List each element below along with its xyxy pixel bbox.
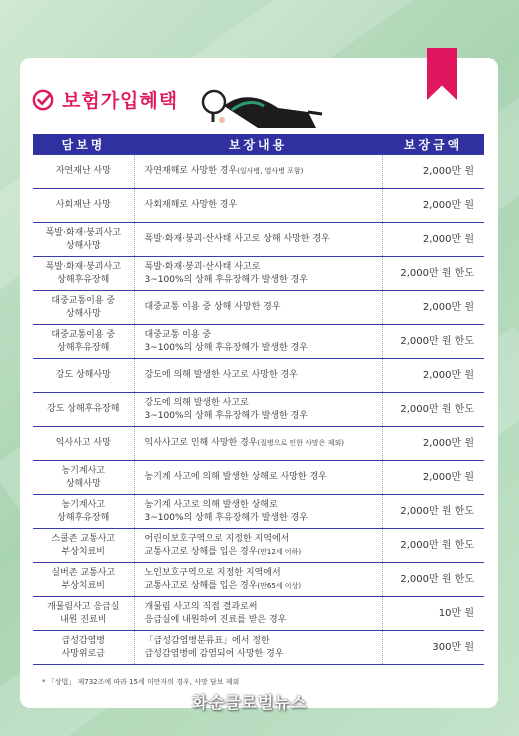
coverage-description: 대중교통 이용 중 3~100%의 상해 후유장해가 발생한 경우 (134, 325, 382, 359)
coverage-description: 강도에 의해 발생한 사고로 3~100%의 상해 후유장해가 발생한 경우 (134, 393, 382, 427)
coverage-name: 농기계사고 상해사망 (33, 461, 134, 495)
magnifier-illustration (198, 84, 328, 136)
table-row (33, 155, 484, 189)
coverage-amount: 2,000만 원 (382, 291, 484, 325)
coverage-name: 폭발·화재·붕괴사고 상해사망 (33, 223, 134, 257)
coverage-description: 사회재해로 사망한 경우 (134, 189, 382, 223)
coverage-description: 자연재해로 사망한 경우(일사병, 열사병 포함) (134, 155, 382, 189)
coverage-amount: 2,000만 원 (382, 223, 484, 257)
coverage-amount: 2,000만 원 한도 (382, 325, 484, 359)
coverage-description: 농기계 사고에 의해 발생한 상해로 사망한 경우 (134, 461, 382, 495)
watermark: 화순글로벌뉴스 (192, 693, 308, 712)
coverage-name: 스쿨존 교통사고 부상치료비 (33, 529, 134, 563)
check-circle-icon (32, 89, 54, 111)
table-row (33, 495, 484, 529)
coverage-name: 강도 상해사망 (33, 359, 134, 393)
table-row (33, 461, 484, 495)
coverage-name: 급성감염병 사망위로금 (33, 631, 134, 665)
coverage-amount: 2,000만 원 한도 (382, 257, 484, 291)
coverage-amount: 2,000만 원 한도 (382, 529, 484, 563)
coverage-description: 노인보호구역으로 지정한 지역에서 교통사고로 상해를 입은 경우(만65세 이상) (134, 563, 382, 597)
table-row (33, 257, 484, 291)
coverage-description: 폭발·화재·붕괴·산사태 사고로 3~100%의 상해 후유장해가 발생한 경우 (134, 257, 382, 291)
coverage-amount: 2,000만 원 (382, 189, 484, 223)
title-area (32, 86, 178, 113)
table-row (33, 393, 484, 427)
column-header-desc: 보장내용 (134, 134, 382, 155)
coverage-name: 강도 상해후유장해 (33, 393, 134, 427)
page-title: 보험가입혜택 (62, 90, 179, 112)
coverage-description: 익사사고로 인해 사망한 경우(질병으로 인한 사망은 제외) (134, 427, 382, 461)
coverage-note: (만12세 이하) (257, 547, 302, 556)
coverage-amount: 2,000만 원 한도 (382, 495, 484, 529)
coverage-table (33, 134, 484, 665)
coverage-description: 폭발·화재·붕괴·산사태 사고로 상해 사망한 경우 (134, 223, 382, 257)
coverage-amount: 2,000만 원 (382, 155, 484, 189)
coverage-name: 폭발·화재·붕괴사고 상해후유장해 (33, 257, 134, 291)
table-row (33, 631, 484, 665)
table-row (33, 427, 484, 461)
coverage-description: 개물림 사고의 직접 결과로써 응급실에 내원하여 진료를 받은 경우 (134, 597, 382, 631)
coverage-name: 실버존 교통사고 부상치료비 (33, 563, 134, 597)
coverage-name: 사회재난 사망 (33, 189, 134, 223)
column-header-amount: 보장금액 (382, 134, 484, 155)
coverage-name: 익사사고 사망 (33, 427, 134, 461)
coverage-description: 강도에 의해 발생한 사고로 사망한 경우 (134, 359, 382, 393)
table-row (33, 359, 484, 393)
footnote: * 「상법」 제732조에 따라 15세 미만자의 경우, 사망 담보 제외 (42, 678, 240, 686)
coverage-amount: 2,000만 원 (382, 461, 484, 495)
coverage-description: 어린이보호구역으로 지정한 지역에서 교통사고로 상해를 입은 경우(만12세 이하) (134, 529, 382, 563)
coverage-name: 자연재난 사망 (33, 155, 134, 189)
column-header-name: 담보명 (33, 134, 134, 155)
table-row (33, 563, 484, 597)
coverage-description: 농기계 사고로 의해 발생한 상해로 3~100%의 상해 후유장해가 발생한 경우 (134, 495, 382, 529)
coverage-note: (질병으로 인한 사망은 제외) (257, 439, 344, 447)
coverage-amount: 2,000만 원 (382, 359, 484, 393)
coverage-name: 대중교통이용 중 상해사망 (33, 291, 134, 325)
coverage-amount: 2,000만 원 한도 (382, 563, 484, 597)
coverage-note: (만65세 이상) (257, 581, 302, 590)
coverage-amount: 300만 원 (382, 631, 484, 665)
coverage-amount: 10만 원 (382, 597, 484, 631)
coverage-amount: 2,000만 원 (382, 427, 484, 461)
table-row (33, 597, 484, 631)
coverage-name: 농기계사고 상해후유장해 (33, 495, 134, 529)
table-row (33, 223, 484, 257)
coverage-name: 개물림사고 응급실 내원 진료비 (33, 597, 134, 631)
coverage-description: 대중교통 이용 중 상해 사망한 경우 (134, 291, 382, 325)
coverage-description: 「급성감염병분류표」에서 정한 급성감염병에 감염되어 사망한 경우 (134, 631, 382, 665)
table-row (33, 529, 484, 563)
coverage-name: 대중교통이용 중 상해후유장해 (33, 325, 134, 359)
table-row (33, 189, 484, 223)
table-row (33, 291, 484, 325)
coverage-note: (일사병, 열사병 포함) (237, 167, 304, 175)
table-row (33, 325, 484, 359)
coverage-amount: 2,000만 원 한도 (382, 393, 484, 427)
